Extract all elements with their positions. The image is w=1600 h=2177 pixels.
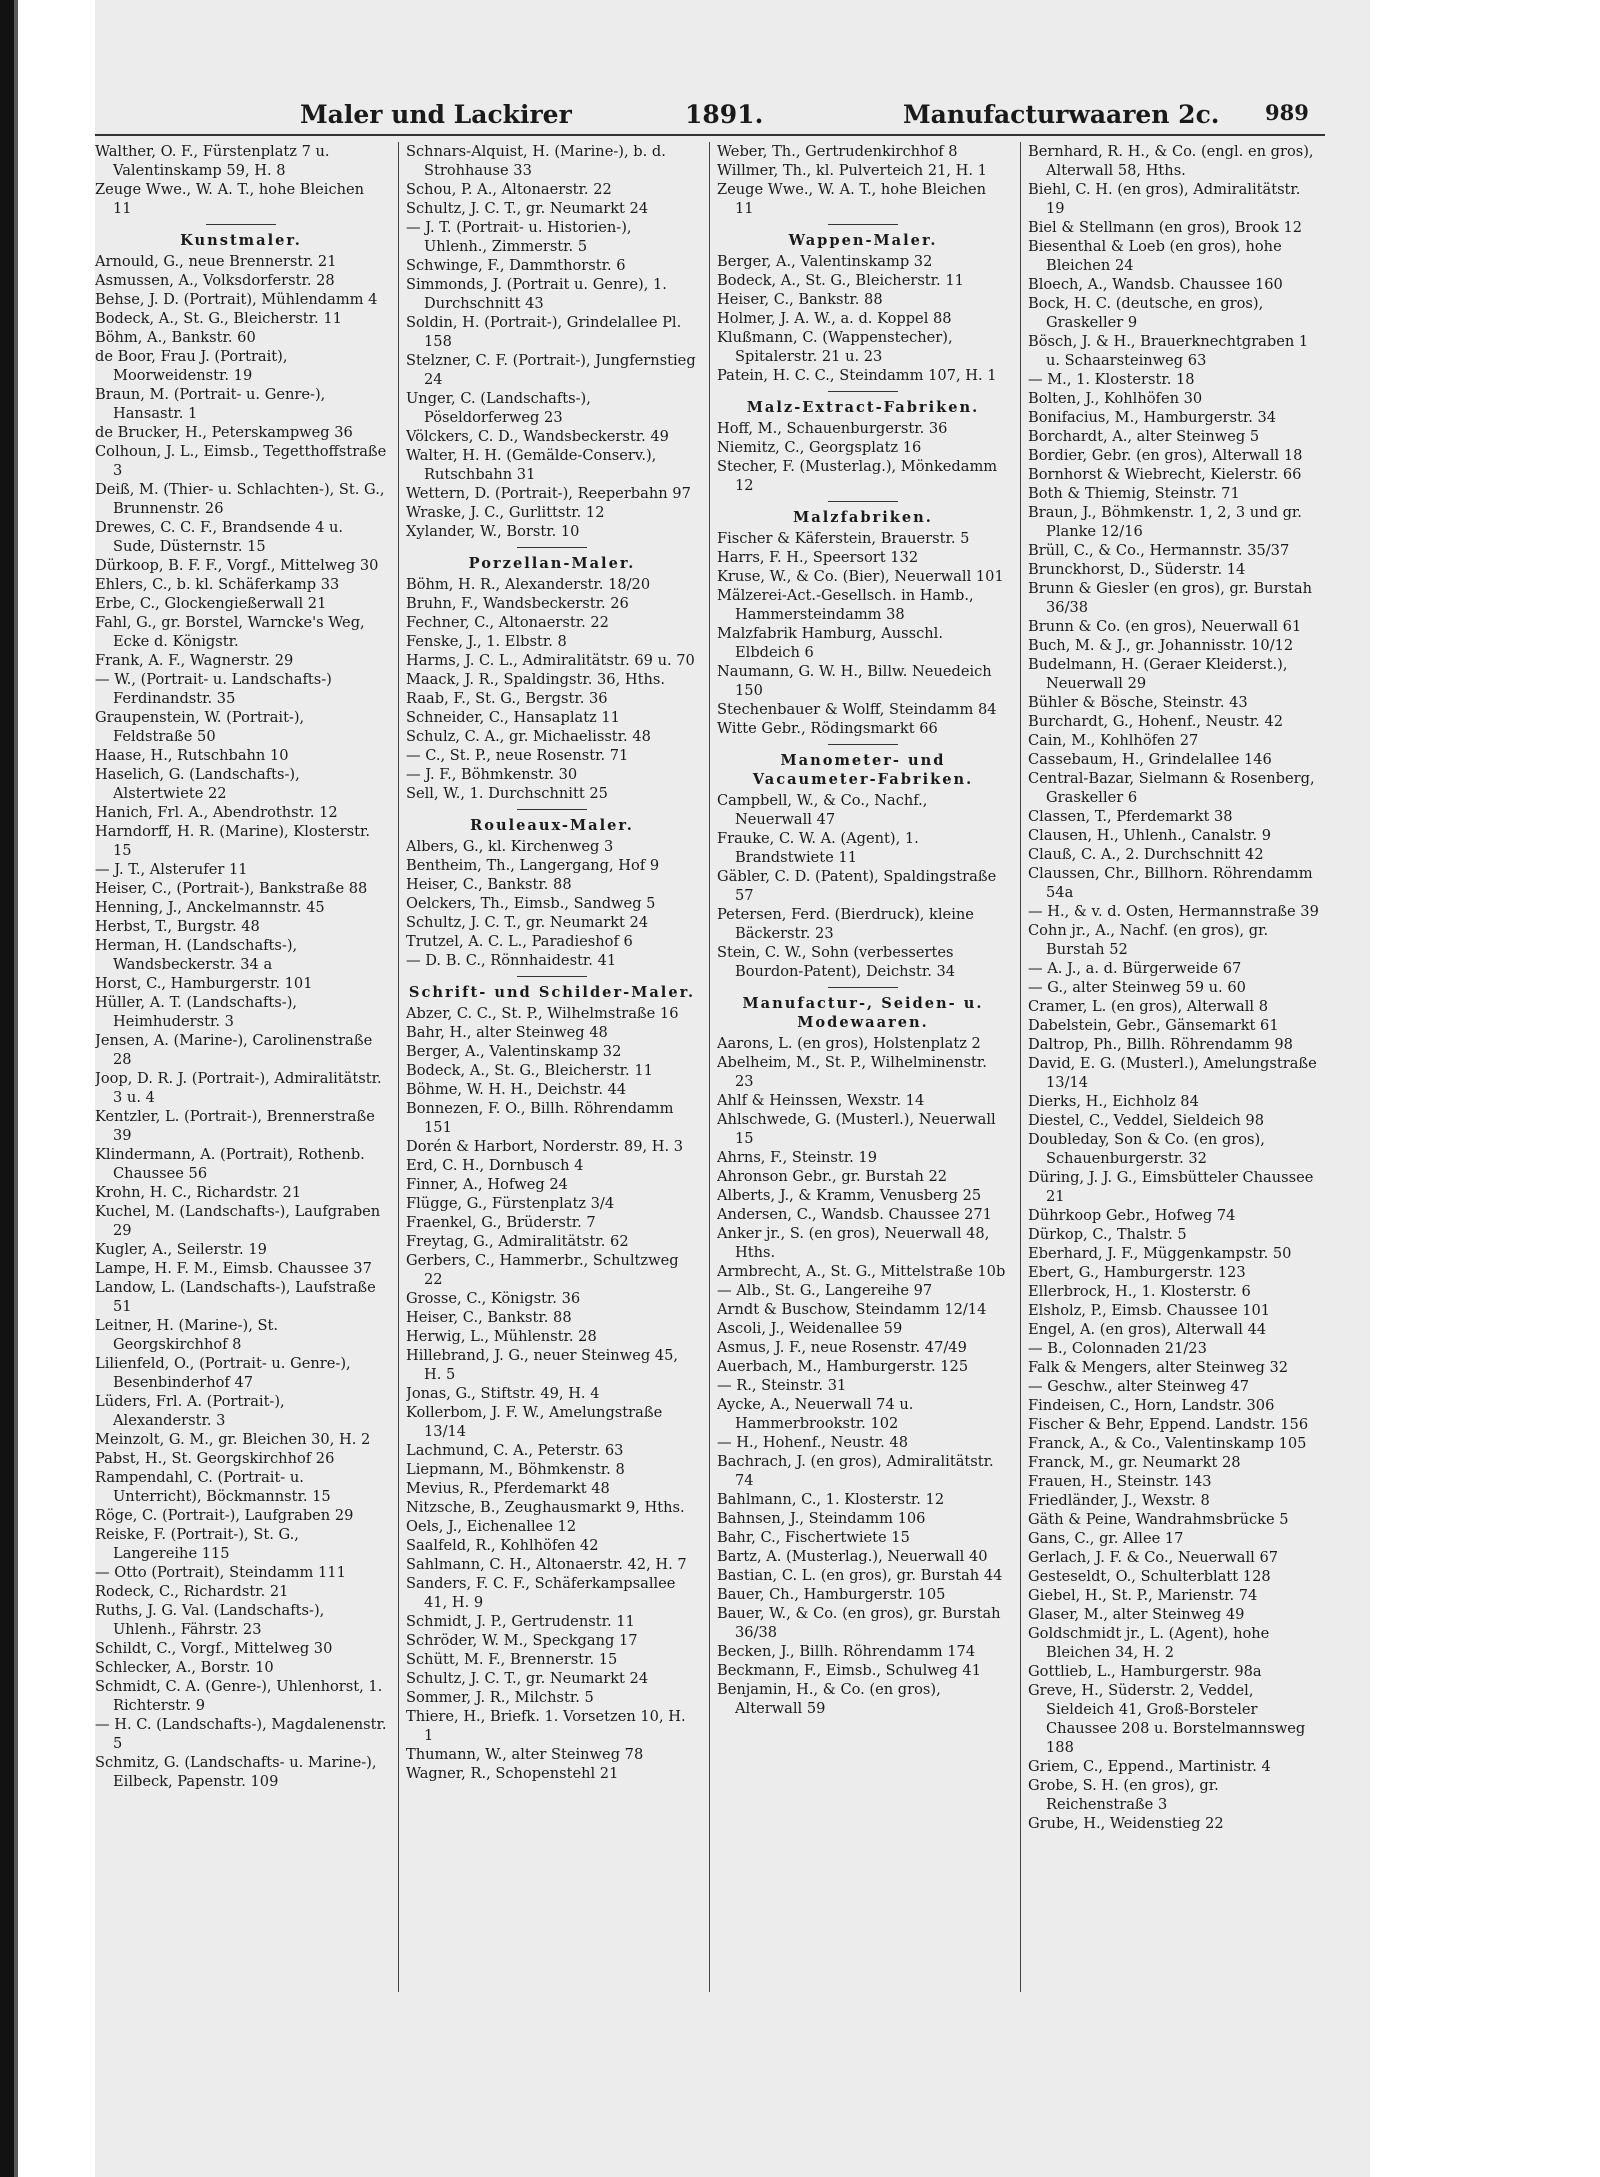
directory-entry: Sanders, F. C. F., Schäferkampsallee 41, H. 9 <box>406 1575 676 1611</box>
directory-entry: Cramer, L. (en gros), Alterwall 8 <box>1028 998 1269 1015</box>
directory-entry: Hüller, A. T. (Landschafts-), Heimhuderstr. 3 <box>95 994 298 1030</box>
directory-entry: Heiser, C., Bankstr. 88 <box>406 876 572 893</box>
directory-page <box>95 0 1370 2177</box>
directory-entry: — J. T., Alsterufer 11 <box>95 861 248 878</box>
directory-entry: Bornhorst & Wiebrecht, Kielerstr. 66 <box>1028 466 1302 483</box>
directory-entry: Budelmann, H. (Geraer Kleiderst.), Neuerwall 29 <box>1028 656 1288 692</box>
directory-entry: — Alb., St. G., Langereihe 97 <box>717 1282 933 1299</box>
entry-list <box>717 529 1009 738</box>
directory-entry: Braun, M. (Portrait- u. Genre-), Hansastr. 1 <box>95 386 326 422</box>
directory-entry: — C., St. P., neue Rosenstr. 71 <box>406 747 629 764</box>
directory-entry: Engel, A. (en gros), Alterwall 44 <box>1028 1321 1267 1338</box>
directory-entry: Heiser, C., (Portrait-), Bankstraße 88 <box>95 880 368 897</box>
directory-entry: Bartz, A. (Musterlag.), Neuerwall 40 <box>717 1548 988 1565</box>
directory-entry: Becken, J., Billh. Röhrendamm 174 <box>717 1643 976 1660</box>
directory-entry: Fenske, J., 1. Elbstr. 8 <box>406 633 567 650</box>
directory-entry: Frank, A. F., Wagnerstr. 29 <box>95 652 294 669</box>
directory-entry: Düring, J. J. G., Eimsbütteler Chaussee 21 <box>1028 1169 1314 1205</box>
directory-entry: Cohn jr., A., Nachf. (en gros), gr. Burstah 52 <box>1028 922 1269 958</box>
directory-entry: Witte Gebr., Rödingsmarkt 66 <box>717 720 938 737</box>
directory-entry: Hoff, M., Schauenburgerstr. 36 <box>717 420 948 437</box>
directory-entry: Fechner, C., Altonaerstr. 22 <box>406 614 609 631</box>
directory-entry: Schütt, M. F., Brennerstr. 15 <box>406 1651 618 1668</box>
directory-entry: — Geschw., alter Steinweg 47 <box>1028 1378 1249 1395</box>
directory-entry: Both & Thiemig, Steinstr. 71 <box>1028 485 1240 502</box>
directory-entry: Bloech, A., Wandsb. Chaussee 160 <box>1028 276 1283 293</box>
directory-entry: Griem, C., Eppend., Martinistr. 4 <box>1028 1758 1271 1775</box>
section-heading: Manometer- und Vacaumeter-Fabriken. <box>752 752 974 788</box>
directory-entry: Thumann, W., alter Steinweg 78 <box>406 1746 644 1763</box>
directory-entry: Bock, H. C. (deutsche, en gros), Graskeller 9 <box>1028 295 1264 331</box>
directory-entry: Berger, A., Valentinskamp 32 <box>717 253 933 270</box>
directory-entry: Schwinge, F., Dammthorstr. 6 <box>406 257 626 274</box>
directory-entry: Leitner, H. (Marine-), St. Georgskirchhof 8 <box>95 1317 278 1353</box>
directory-entry: Ebert, G., Hamburgerstr. 123 <box>1028 1264 1246 1281</box>
directory-entry: Thiere, H., Briefk. 1. Vorsetzen 10, H. 1 <box>406 1708 686 1744</box>
directory-entry: Grube, H., Weidenstieg 22 <box>1028 1815 1224 1832</box>
directory-entry: Fischer & Behr, Eppend. Landstr. 156 <box>1028 1416 1309 1433</box>
directory-entry: Franck, M., gr. Neumarkt 28 <box>1028 1454 1241 1471</box>
section-divider <box>828 501 898 502</box>
directory-entry: Freytag, G., Admiralitätstr. 62 <box>406 1233 629 1250</box>
entry-list <box>95 142 387 218</box>
directory-entry: Abelheim, M., St. P., Wilhelminenstr. 23 <box>717 1054 987 1090</box>
directory-entry: Bahr, H., alter Steinweg 48 <box>406 1024 608 1041</box>
directory-entry: Borchardt, A., alter Steinweg 5 <box>1028 428 1260 445</box>
directory-entry: Joop, D. R. J. (Portrait-), Admiralitätstr. 3 u. 4 <box>95 1070 382 1106</box>
directory-entry: Schröder, W. M., Speckgang 17 <box>406 1632 638 1649</box>
entry-list <box>406 142 698 541</box>
directory-entry: Raab, F., St. G., Bergstr. 36 <box>406 690 608 707</box>
directory-entry: Fahl, G., gr. Borstel, Warncke's Weg, Ecke d. Königstr. <box>95 614 365 650</box>
directory-entry: Schildt, C., Vorgf., Mittelweg 30 <box>95 1640 333 1657</box>
directory-entry: Röge, C. (Portrait-), Laufgraben 29 <box>95 1507 354 1524</box>
directory-entry: — H., Hohenf., Neustr. 48 <box>717 1434 909 1451</box>
directory-entry: Ahrns, F., Steinstr. 19 <box>717 1149 877 1166</box>
column-divider <box>1020 142 1021 1992</box>
directory-entry: Clausen, H., Uhlenh., Canalstr. 9 <box>1028 827 1272 844</box>
directory-entry: Fischer & Käferstein, Brauerstr. 5 <box>717 530 970 547</box>
directory-entry: Schmidt, J. P., Gertrudenstr. 11 <box>406 1613 635 1630</box>
directory-entry: Kruse, W., & Co. (Bier), Neuerwall 101 <box>717 568 1004 585</box>
directory-entry: Reiske, F. (Portrait-), St. G., Langereihe 115 <box>95 1526 299 1562</box>
column-3 <box>717 142 1009 1992</box>
directory-entry: Horst, C., Hamburgerstr. 101 <box>95 975 313 992</box>
directory-entry: Harms, J. C. L., Admiralitätstr. 69 u. 70 <box>406 652 695 669</box>
directory-entry: Xylander, W., Borstr. 10 <box>406 523 580 540</box>
section-heading: Rouleaux-Maler. <box>470 817 634 834</box>
directory-entry: Drewes, C. C. F., Brandsende 4 u. Sude, Düsternstr. 15 <box>95 519 344 555</box>
directory-entry: Erd, C. H., Dornbusch 4 <box>406 1157 584 1174</box>
section-heading: Manufactur-, Seiden- u. Modewaaren. <box>742 995 984 1031</box>
directory-entry: Nitzsche, B., Zeughausmarkt 9, Hths. <box>406 1499 685 1516</box>
directory-entry: Auerbach, M., Hamburgerstr. 125 <box>717 1358 969 1375</box>
directory-entry: Bernhard, R. H., & Co. (engl. en gros), Alterwall 58, Hths. <box>1028 143 1314 179</box>
directory-entry: Stecher, F. (Musterlag.), Mönkedamm 12 <box>717 458 998 494</box>
directory-entry: Mevius, R., Pferdemarkt 48 <box>406 1480 610 1497</box>
directory-entry: Wagner, R., Schopenstehl 21 <box>406 1765 619 1782</box>
directory-entry: Friedländer, J., Wexstr. 8 <box>1028 1492 1210 1509</box>
directory-entry: Schou, P. A., Altonaerstr. 22 <box>406 181 612 198</box>
directory-entry: Ascoli, J., Weidenallee 59 <box>717 1320 903 1337</box>
directory-entry: Bodeck, A., St. G., Bleicherstr. 11 <box>95 310 342 327</box>
entry-list <box>406 837 698 970</box>
directory-entry: Bahnsen, J., Steindamm 106 <box>717 1510 926 1527</box>
directory-entry: Bastian, C. L. (en gros), gr. Burstah 44 <box>717 1567 1003 1584</box>
section-divider <box>828 987 898 988</box>
directory-entry: Bahr, C., Fischertwiete 15 <box>717 1529 910 1546</box>
section-heading: Schrift- und Schilder-Maler. <box>408 984 696 1001</box>
directory-entry: Oelckers, Th., Eimsb., Sandweg 5 <box>406 895 656 912</box>
directory-entry: Schmidt, C. A. (Genre-), Uhlenhorst, 1. Richterstr. 9 <box>95 1678 383 1714</box>
directory-entry: Campbell, W., & Co., Nachf., Neuerwall 47 <box>717 792 928 828</box>
directory-entry: Stelzner, C. F. (Portrait-), Jungfernstieg 24 <box>406 352 696 388</box>
directory-entry: Eberhard, J. F., Müggenkampstr. 50 <box>1028 1245 1292 1262</box>
directory-entry: Sell, W., 1. Durchschnitt 25 <box>406 785 608 802</box>
directory-entry: Schultz, J. C. T., gr. Neumarkt 24 <box>406 914 649 931</box>
directory-entry: Hanich, Frl. A., Abendrothstr. 12 <box>95 804 338 821</box>
directory-entry: Classen, T., Pferdemarkt 38 <box>1028 808 1233 825</box>
header-right-title: Manufacturwaaren 2c. <box>903 100 1220 129</box>
directory-entry: Oels, J., Eichenallee 12 <box>406 1518 577 1535</box>
directory-entry: Heiser, C., Bankstr. 88 <box>717 291 883 308</box>
directory-entry: Lachmund, C. A., Peterstr. 63 <box>406 1442 624 1459</box>
directory-entry: Bruhn, F., Wandsbeckerstr. 26 <box>406 595 629 612</box>
directory-entry: Böhm, A., Bankstr. 60 <box>95 329 256 346</box>
directory-entry: Dabelstein, Gebr., Gänsemarkt 61 <box>1028 1017 1279 1034</box>
directory-entry: Bodeck, A., St. G., Bleicherstr. 11 <box>406 1062 653 1079</box>
directory-entry: Ahlschwede, G. (Musterl.), Neuerwall 15 <box>717 1111 996 1147</box>
directory-entry: Cassebaum, H., Grindelallee 146 <box>1028 751 1272 768</box>
directory-entry: Finner, A., Hofweg 24 <box>406 1176 568 1193</box>
directory-entry: Lüders, Frl. A. (Portrait-), Alexanderstr. 3 <box>95 1393 285 1429</box>
directory-entry: Gerbers, C., Hammerbr., Schultzweg 22 <box>406 1252 679 1288</box>
directory-entry: Ehlers, C., b. kl. Schäferkamp 33 <box>95 576 340 593</box>
directory-entry: Schlecker, A., Borstr. 10 <box>95 1659 274 1676</box>
directory-entry: Haase, H., Rutschbahn 10 <box>95 747 289 764</box>
directory-entry: Simmonds, J. (Portrait u. Genre), 1. Durchschnitt 43 <box>406 276 667 312</box>
directory-entry: Dührkoop Gebr., Hofweg 74 <box>1028 1207 1236 1224</box>
directory-entry: Hillebrand, J. G., neuer Steinweg 45, H. 5 <box>406 1347 679 1383</box>
entry-list <box>717 252 1009 385</box>
directory-entry: Grosse, C., Königstr. 36 <box>406 1290 581 1307</box>
directory-entry: Herman, H. (Landschafts-), Wandsbeckerstr. 34 a <box>95 937 298 973</box>
entry-list <box>1028 142 1320 1833</box>
directory-entry: Cain, M., Kohlhöfen 27 <box>1028 732 1199 749</box>
directory-entry: Graupenstein, W. (Portrait-), Feldstraße 50 <box>95 709 305 745</box>
directory-entry: Greve, H., Süderstr. 2, Veddel, Sieldeich 41, Groß-Borsteler Chaussee 208 u. Borstelmannsweg 188 <box>1028 1682 1306 1756</box>
scan-left-border <box>0 0 14 2177</box>
column-divider <box>709 142 710 1992</box>
directory-entry: Naumann, G. W. H., Billw. Neuedeich 150 <box>717 663 992 699</box>
entry-list <box>717 1034 1009 1718</box>
directory-entry: Gerlach, J. F. & Co., Neuerwall 67 <box>1028 1549 1279 1566</box>
directory-entry: Biel & Stellmann (en gros), Brook 12 <box>1028 219 1303 236</box>
directory-entry: Asmussen, A., Volksdorferstr. 28 <box>95 272 335 289</box>
directory-entry: Landow, L. (Landschafts-), Laufstraße 51 <box>95 1279 376 1315</box>
directory-entry: Walther, O. F., Fürstenplatz 7 u. Valentinskamp 59, H. 8 <box>95 143 330 179</box>
directory-entry: Krohn, H. C., Richardstr. 21 <box>95 1184 302 1201</box>
directory-entry: Malzfabrik Hamburg, Ausschl. Elbdeich 6 <box>717 625 943 661</box>
directory-entry: Schneider, C., Hansaplatz 11 <box>406 709 620 726</box>
entry-list <box>717 419 1009 495</box>
directory-entry: Biesenthal & Loeb (en gros), hohe Bleichen 24 <box>1028 238 1282 274</box>
directory-entry: Alberts, J., & Kramm, Venusberg 25 <box>717 1187 982 1204</box>
section-divider <box>517 809 587 810</box>
directory-entry: Andersen, C., Wandsb. Chaussee 271 <box>717 1206 992 1223</box>
directory-entry: Claussen, Chr., Billhorn. Röhrendamm 54a <box>1028 865 1313 901</box>
directory-entry: de Brucker, H., Peterskampweg 36 <box>95 424 353 441</box>
directory-entry: Saalfeld, R., Kohlhöfen 42 <box>406 1537 599 1554</box>
directory-entry: Henning, J., Anckelmannstr. 45 <box>95 899 325 916</box>
directory-entry: Holmer, J. A. W., a. d. Koppel 88 <box>717 310 952 327</box>
directory-entry: Ruths, J. G. Val. (Landschafts-), Uhlenh., Fährstr. 23 <box>95 1602 325 1638</box>
directory-entry: — H. C. (Landschafts-), Magdalenenstr. 5 <box>95 1716 387 1752</box>
column-1 <box>95 142 387 1992</box>
directory-entry: Glaser, M., alter Steinweg 49 <box>1028 1606 1245 1623</box>
directory-entry: Pabst, H., St. Georgskirchhof 26 <box>95 1450 335 1467</box>
directory-entry: Schultz, J. C. T., gr. Neumarkt 24 <box>406 200 649 217</box>
directory-entry: Rampendahl, C. (Portrait- u. Unterricht), Böckmannstr. 15 <box>95 1469 331 1505</box>
directory-entry: Brunckhorst, D., Süderstr. 14 <box>1028 561 1246 578</box>
directory-entry: Fraenkel, G., Brüderstr. 7 <box>406 1214 596 1231</box>
directory-entry: Herbst, T., Burgstr. 48 <box>95 918 260 935</box>
entry-list <box>406 575 698 803</box>
directory-entry: Weber, Th., Gertrudenkirchhof 8 <box>717 143 958 160</box>
directory-entry: Bösch, J. & H., Brauerknechtgraben 1 u. Schaarsteinweg 63 <box>1028 333 1309 369</box>
section-divider <box>828 224 898 225</box>
directory-entry: Findeisen, C., Horn, Landstr. 306 <box>1028 1397 1275 1414</box>
directory-entry: Rodeck, C., Richardstr. 21 <box>95 1583 289 1600</box>
directory-entry: Niemitz, C., Georgsplatz 16 <box>717 439 922 456</box>
directory-entry: Schultz, J. C. T., gr. Neumarkt 24 <box>406 1670 649 1687</box>
directory-entry: Berger, A., Valentinskamp 32 <box>406 1043 622 1060</box>
section-heading: Porzellan-Maler. <box>468 555 636 572</box>
directory-entry: — D. B. C., Rönnhaidestr. 41 <box>406 952 617 969</box>
directory-entry: Lampe, H. F. M., Eimsb. Chaussee 37 <box>95 1260 372 1277</box>
directory-entry: — Otto (Portrait), Steindamm 111 <box>95 1564 346 1581</box>
directory-entry: Brunn & Giesler (en gros), gr. Burstah 36/38 <box>1028 580 1313 616</box>
directory-entry: Herwig, L., Mühlenstr. 28 <box>406 1328 597 1345</box>
directory-entry: Harrs, F. H., Speersort 132 <box>717 549 919 566</box>
header-rule <box>95 134 1325 136</box>
directory-entry: Deiß, M. (Thier- u. Schlachten-), St. G., Brunnenstr. 26 <box>95 481 385 517</box>
directory-entry: Abzer, C. C., St. P., Wilhelmstraße 16 <box>406 1005 679 1022</box>
section-divider <box>206 224 276 225</box>
directory-entry: Ellerbrock, H., 1. Klosterstr. 6 <box>1028 1283 1251 1300</box>
directory-entry: Gans, C., gr. Allee 17 <box>1028 1530 1184 1547</box>
directory-entry: — M., 1. Klosterstr. 18 <box>1028 371 1195 388</box>
directory-entry: Central-Bazar, Sielmann & Rosenberg, Graskeller 6 <box>1028 770 1315 806</box>
header-year: 1891. <box>685 100 764 129</box>
directory-entry: Schulz, C. A., gr. Michaelisstr. 48 <box>406 728 651 745</box>
directory-entry: Haselich, G. (Landschafts-), Alstertwiete 22 <box>95 766 300 802</box>
directory-entry: Buch, M. & J., gr. Johannisstr. 10/12 <box>1028 637 1294 654</box>
directory-entry: Beckmann, F., Eimsb., Schulweg 41 <box>717 1662 981 1679</box>
directory-entry: — H., & v. d. Osten, Hermannstraße 39 <box>1028 903 1319 920</box>
directory-entry: Franck, A., & Co., Valentinskamp 105 <box>1028 1435 1307 1452</box>
entry-list <box>717 791 1009 981</box>
section-divider <box>517 976 587 977</box>
directory-entry: Soldin, H. (Portrait-), Grindelallee Pl. 158 <box>406 314 682 350</box>
directory-entry: Kuchel, M. (Landschafts-), Laufgraben 29 <box>95 1203 381 1239</box>
directory-entry: Stechenbauer & Wolff, Steindamm 84 <box>717 701 997 718</box>
directory-entry: Clauß, C. A., 2. Durchschnitt 42 <box>1028 846 1264 863</box>
directory-entry: Asmus, J. F., neue Rosenstr. 47/49 <box>717 1339 967 1356</box>
directory-entry: Bauer, Ch., Hamburgerstr. 105 <box>717 1586 946 1603</box>
directory-entry: Goldschmidt jr., L. (Agent), hohe Bleichen 34, H. 2 <box>1028 1625 1270 1661</box>
directory-entry: Kentzler, L. (Portrait-), Brennerstraße 39 <box>95 1108 375 1144</box>
section-divider <box>517 547 587 548</box>
directory-entry: Zeuge Wwe., W. A. T., hohe Bleichen 11 <box>95 181 365 217</box>
directory-entry: — J. F., Böhmkenstr. 30 <box>406 766 578 783</box>
directory-entry: Biehl, C. H. (en gros), Admiralitätstr. 19 <box>1028 181 1301 217</box>
directory-entry: Bolten, J., Kohlhöfen 30 <box>1028 390 1203 407</box>
section-heading: Malz-Extract-Fabriken. <box>746 399 980 416</box>
directory-entry: Klußmann, C. (Wappenstecher), Spitalerstr. 21 u. 23 <box>717 329 953 365</box>
directory-entry: Böhme, W. H. H., Deichstr. 44 <box>406 1081 627 1098</box>
directory-entry: David, E. G. (Musterl.), Amelungstraße 13/14 <box>1028 1055 1317 1091</box>
directory-entry: Kugler, A., Seilerstr. 19 <box>95 1241 267 1258</box>
section-divider <box>828 744 898 745</box>
directory-entry: Giebel, H., St. P., Marienstr. 74 <box>1028 1587 1258 1604</box>
column-divider <box>398 142 399 1992</box>
scan-left-border-shadow <box>14 0 18 2177</box>
directory-entry: Bordier, Gebr. (en gros), Alterwall 18 <box>1028 447 1303 464</box>
directory-entry: Burchardt, G., Hohenf., Neustr. 42 <box>1028 713 1284 730</box>
directory-entry: Ahronson Gebr., gr. Burstah 22 <box>717 1168 948 1185</box>
column-4 <box>1028 142 1320 1992</box>
directory-entry: Elsholz, P., Eimsb. Chaussee 101 <box>1028 1302 1271 1319</box>
directory-entry: Grobe, S. H. (en gros), gr. Reichenstraße 3 <box>1028 1777 1219 1813</box>
directory-entry: Wraske, J. C., Gurlittstr. 12 <box>406 504 605 521</box>
directory-entry: Braun, J., Böhmkenstr. 1, 2, 3 und gr. Planke 12/16 <box>1028 504 1302 540</box>
directory-entry: Behse, J. D. (Portrait), Mühlendamm 4 <box>95 291 378 308</box>
directory-entry: Kollerbom, J. F. W., Amelungstraße 13/14 <box>406 1404 663 1440</box>
directory-entry: Petersen, Ferd. (Bierdruck), kleine Bäckerstr. 23 <box>717 906 974 942</box>
directory-entry: — G., alter Steinweg 59 u. 60 <box>1028 979 1246 996</box>
directory-entry: Gesteseldt, O., Schulterblatt 128 <box>1028 1568 1271 1585</box>
directory-entry: Bühler & Bösche, Steinstr. 43 <box>1028 694 1248 711</box>
directory-entry: Dürkoop, B. F. F., Vorgf., Mittelweg 30 <box>95 557 379 574</box>
directory-entry: Daltrop, Ph., Billh. Röhrendamm 98 <box>1028 1036 1293 1053</box>
directory-entry: Flügge, G., Fürstenplatz 3/4 <box>406 1195 615 1212</box>
directory-entry: Gäbler, C. D. (Patent), Spaldingstraße 57 <box>717 868 997 904</box>
entry-list <box>95 252 387 1791</box>
directory-entry: Frauen, H., Steinstr. 143 <box>1028 1473 1212 1490</box>
directory-entry: Arndt & Buschow, Steindamm 12/14 <box>717 1301 987 1318</box>
directory-entry: — A. J., a. d. Bürgerweide 67 <box>1028 960 1242 977</box>
directory-entry: — J. T. (Portrait- u. Historien-), Uhlenh., Zimmerstr. 5 <box>406 219 632 255</box>
directory-entry: Böhm, H. R., Alexanderstr. 18/20 <box>406 576 651 593</box>
directory-entry: Armbrecht, A., St. G., Mittelstraße 10b <box>717 1263 1006 1280</box>
directory-entry: Patein, H. C. C., Steindamm 107, H. 1 <box>717 367 997 384</box>
directory-entry: Dorén & Harbort, Norderstr. 89, H. 3 <box>406 1138 684 1155</box>
directory-entry: Zeuge Wwe., W. A. T., hohe Bleichen 11 <box>717 181 987 217</box>
directory-entry: Mälzerei-Act.-Gesellsch. in Hamb., Hammersteindamm 38 <box>717 587 974 623</box>
directory-entry: — B., Colonnaden 21/23 <box>1028 1340 1207 1357</box>
directory-entry: Bahlmann, C., 1. Klosterstr. 12 <box>717 1491 945 1508</box>
directory-entry: Benjamin, H., & Co. (en gros), Alterwall 59 <box>717 1681 941 1717</box>
directory-entry: de Boor, Frau J. (Portrait), Moorweidenstr. 19 <box>95 348 288 384</box>
section-heading: Wappen-Maler. <box>788 232 938 249</box>
column-2 <box>406 142 698 1992</box>
directory-entry: Bauer, W., & Co. (en gros), gr. Burstah 36/38 <box>717 1605 1001 1641</box>
directory-entry: Doubleday, Son & Co. (en gros), Schauenburgerstr. 32 <box>1028 1131 1265 1167</box>
directory-entry: Bentheim, Th., Langergang, Hof 9 <box>406 857 660 874</box>
directory-entry: Jensen, A. (Marine-), Carolinenstraße 28 <box>95 1032 373 1068</box>
directory-entry: Heiser, C., Bankstr. 88 <box>406 1309 572 1326</box>
directory-entry: Diestel, C., Veddel, Sieldeich 98 <box>1028 1112 1265 1129</box>
directory-entry: Gäth & Peine, Wandrahmsbrücke 5 <box>1028 1511 1289 1528</box>
section-divider <box>828 391 898 392</box>
directory-entry: Schmitz, G. (Landschafts- u. Marine-), Eilbeck, Papenstr. 109 <box>95 1754 377 1790</box>
section-heading: Kunstmaler. <box>180 232 302 249</box>
directory-entry: Unger, C. (Landschafts-), Pöseldorferweg 23 <box>406 390 591 426</box>
directory-entry: Brunn & Co. (en gros), Neuerwall 61 <box>1028 618 1302 635</box>
directory-entry: Trutzel, A. C. L., Paradieshof 6 <box>406 933 633 950</box>
directory-entry: Jonas, G., Stiftstr. 49, H. 4 <box>406 1385 600 1402</box>
directory-entry: Schnars-Alquist, H. (Marine-), b. d. Strohhause 33 <box>406 143 666 179</box>
directory-entry: Sahlmann, C. H., Altonaerstr. 42, H. 7 <box>406 1556 687 1573</box>
header-left-title: Maler und Lackirer <box>300 100 572 129</box>
directory-entry: Sommer, J. R., Milchstr. 5 <box>406 1689 594 1706</box>
directory-entry: Stein, C. W., Sohn (verbessertes Bourdon-Patent), Deichstr. 34 <box>717 944 956 980</box>
directory-entry: Colhoun, J. L., Eimsb., Tegetthoffstraße 3 <box>95 443 387 479</box>
directory-entry: — W., (Portrait- u. Landschafts-) Ferdinandstr. 35 <box>95 671 332 707</box>
directory-entry: Harndorff, H. R. (Marine), Klosterstr. 15 <box>95 823 370 859</box>
section-heading: Malzfabriken. <box>793 509 933 526</box>
directory-entry: Bachrach, J. (en gros), Admiralitätstr. 74 <box>717 1453 994 1489</box>
directory-entry: Brüll, C., & Co., Hermannstr. 35/37 <box>1028 542 1290 559</box>
directory-entry: Arnould, G., neue Brennerstr. 21 <box>95 253 337 270</box>
directory-entry: Aycke, A., Neuerwall 74 u. Hammerbrookstr. 102 <box>717 1396 914 1432</box>
directory-entry: Aarons, L. (en gros), Holstenplatz 2 <box>717 1035 981 1052</box>
directory-entry: Dierks, H., Eichholz 84 <box>1028 1093 1199 1110</box>
directory-entry: Willmer, Th., kl. Pulverteich 21, H. 1 <box>717 162 987 179</box>
directory-entry: Liepmann, M., Böhmkenstr. 8 <box>406 1461 625 1478</box>
entry-list <box>717 142 1009 218</box>
directory-entry: Albers, G., kl. Kirchenweg 3 <box>406 838 614 855</box>
directory-entry: Falk & Mengers, alter Steinweg 32 <box>1028 1359 1289 1376</box>
directory-entry: Bonnezen, F. O., Billh. Röhrendamm 151 <box>406 1100 674 1136</box>
directory-entry: Erbe, C., Glockengießerwall 21 <box>95 595 327 612</box>
directory-entry: Frauke, C. W. A. (Agent), 1. Brandstwiete 11 <box>717 830 919 866</box>
entry-list <box>406 1004 698 1783</box>
directory-entry: Wettern, D. (Portrait-), Reeperbahn 97 <box>406 485 691 502</box>
directory-entry: Gottlieb, L., Hamburgerstr. 98a <box>1028 1663 1262 1680</box>
directory-entry: Bonifacius, M., Hamburgerstr. 34 <box>1028 409 1277 426</box>
directory-entry: Lilienfeld, O., (Portrait- u. Genre-), Besenbinderhof 47 <box>95 1355 351 1391</box>
page-number: 989 <box>1265 100 1309 125</box>
directory-entry: Völckers, C. D., Wandsbeckerstr. 49 <box>406 428 669 445</box>
directory-entry: Bodeck, A., St. G., Bleicherstr. 11 <box>717 272 964 289</box>
directory-entry: Klindermann, A. (Portrait), Rothenb. Chaussee 56 <box>95 1146 365 1182</box>
directory-entry: Meinzolt, G. M., gr. Bleichen 30, H. 2 <box>95 1431 371 1448</box>
directory-entry: Anker jr., S. (en gros), Neuerwall 48, Hths. <box>717 1225 990 1261</box>
directory-entry: Dürkop, C., Thalstr. 5 <box>1028 1226 1187 1243</box>
directory-entry: Walter, H. H. (Gemälde-Conserv.), Rutschbahn 31 <box>406 447 657 483</box>
directory-entry: Maack, J. R., Spaldingstr. 36, Hths. <box>406 671 665 688</box>
directory-entry: — R., Steinstr. 31 <box>717 1377 847 1394</box>
directory-entry: Ahlf & Heinssen, Wexstr. 14 <box>717 1092 925 1109</box>
